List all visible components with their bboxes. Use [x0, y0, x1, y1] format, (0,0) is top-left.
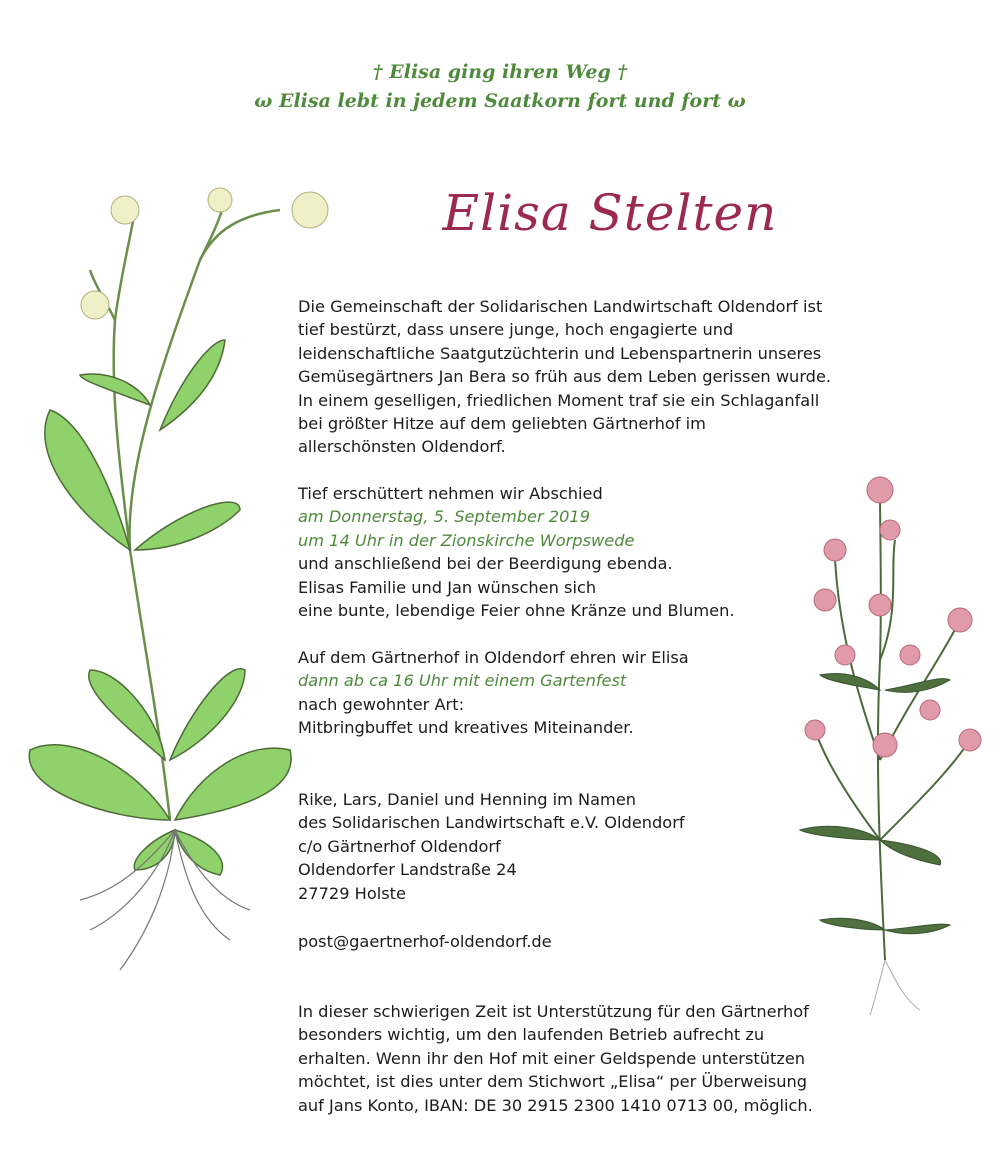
donation-line: besonders wichtig, um den laufenden Betrieb aufrecht zu [298, 1025, 765, 1045]
celebration-time: dann ab ca 16 Uhr mit einem Gartenfest [298, 671, 627, 691]
farewell-line: eine bunte, lebendige Feier ohne Kränze und Blumen. [298, 601, 735, 621]
intro-line: bei größter Hitze auf dem geliebten Gärtnerhof im [298, 414, 706, 434]
farewell-line: und anschließend bei der Beerdigung ebenda. [298, 554, 673, 574]
donation-paragraph [298, 1000, 938, 1117]
intro-line: Gemüsegärtners Jan Bera so früh aus dem Leben gerissen wurde. [298, 367, 832, 387]
intro-line: tief bestürzt, dass unsere junge, hoch engagierte und [298, 320, 734, 340]
farewell-line: Tief erschüttert nehmen wir Abschied [298, 484, 603, 503]
celebration-line: Auf dem Gärtnerhof in Oldendorf ehren wir Elisa [298, 648, 689, 667]
motto [0, 58, 1000, 116]
donation-line: erhalten. Wenn ihr den Hof mit einer Geldspende unterstützen [298, 1048, 806, 1068]
intro-paragraph [298, 295, 938, 459]
celebration-paragraph [298, 646, 938, 740]
farewell-time-place: um 14 Uhr in der Zionskirche Worpswede [298, 530, 635, 550]
farewell-date: am Donnerstag, 5. September 2019 [298, 507, 591, 527]
signature-block [298, 788, 938, 905]
signature-line: Oldendorfer Landstraße 24 [298, 860, 517, 880]
email-block [298, 930, 938, 953]
email-address[interactable]: post@gaertnerhof-oldendorf.de [298, 932, 552, 951]
deceased-name: Elisa Stelten [442, 184, 778, 242]
intro-line: leidenschaftliche Saatgutzüchterin und Lebenspartnerin unseres [298, 343, 822, 363]
signature-line: Rike, Lars, Daniel und Henning im Namen [298, 790, 637, 809]
intro-line: allerschönsten Oldendorf. [298, 437, 506, 457]
signature-line: des Solidarischen Landwirtschaft e.V. Oldendorf [298, 813, 685, 833]
motto-line-1: † Elisa ging ihren Weg † [372, 61, 628, 83]
farewell-paragraph [298, 482, 938, 622]
left-plant-illustration [10, 170, 340, 970]
motto-line-2: ω Elisa lebt in jedem Saatkorn fort und fort ω [254, 90, 746, 112]
celebration-line: nach gewohnter Art: [298, 694, 465, 714]
intro-line: In einem geselligen, friedlichen Moment traf sie ein Schlaganfall [298, 390, 820, 410]
donation-line: In dieser schwierigen Zeit ist Unterstützung für den Gärtnerhof [298, 1002, 809, 1021]
intro-line: Die Gemeinschaft der Solidarischen Landwirtschaft Oldendorf ist [298, 297, 823, 316]
signature-line: 27729 Holste [298, 883, 406, 903]
farewell-line: Elisas Familie und Jan wünschen sich [298, 577, 597, 597]
celebration-line: Mitbringbuffet und kreatives Miteinander. [298, 718, 634, 738]
donation-line: auf Jans Konto, IBAN: DE 30 2915 2300 1410 0713 00, möglich. [298, 1095, 813, 1115]
donation-line: möchtet, ist dies unter dem Stichwort „Elisa“ per Überweisung [298, 1072, 808, 1092]
signature-line: c/o Gärtnerhof Oldendorf [298, 836, 501, 856]
